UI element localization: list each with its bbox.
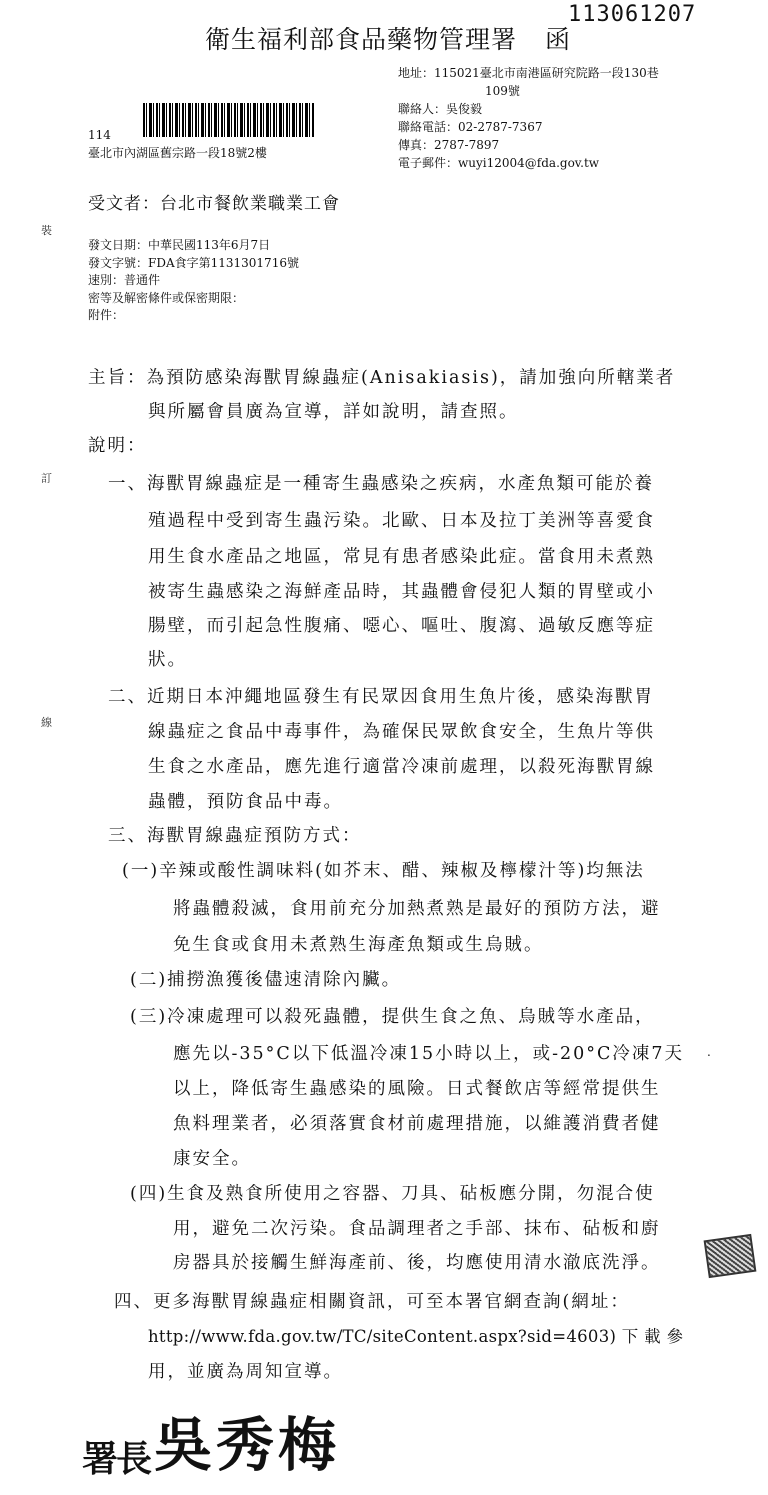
signature-name: 吳秀梅 [154, 1411, 341, 1479]
item-1-line-3: 免生食或食用未煮熟生海產魚類或生烏賊。 [173, 935, 544, 955]
secrecy-level: 密等及解密條件或保密期限： [88, 290, 245, 305]
meta-block [88, 237, 299, 325]
para-1-line-2: 殖過程中受到寄生蟲污染。北歐、日本及拉丁美洲等喜愛食 [148, 511, 655, 531]
contact-email: 電子郵件：wuyi12004@fda.gov.tw [398, 156, 600, 170]
item-4-line-2: 用，避免二次污染。食品調理者之手部、抹布、砧板和廚 [173, 1219, 661, 1239]
signature-title: 署長 [82, 1438, 151, 1480]
document-type: 函 [545, 25, 572, 54]
item-4-line-1: (四)生食及熟食所使用之容器、刀具、砧板應分開，勿混合使 [130, 1184, 655, 1204]
postal-code: 114 [88, 128, 111, 142]
binding-mark-bottom: 線 [41, 716, 52, 729]
contact-phone: 聯絡電話：02-2787-7367 [398, 120, 543, 134]
signature-block [82, 1398, 341, 1480]
binding-mark-middle: 訂 [41, 472, 52, 485]
para-4-line-1: 四、更多海獸胃線蟲症相關資訊，可至本署官網查詢(網址： [114, 1292, 630, 1312]
barcode [143, 103, 314, 137]
subject-line-1: 主旨：為預防感染海獸胃線蟲症(Anisakiasis)，請加強向所轄業者 [88, 368, 676, 388]
binding-mark-top: 裝 [41, 224, 52, 237]
issue-number: 發文字號：FDA食字第1131301716號 [88, 255, 299, 270]
item-3-line-3: 以上，降低寄生蟲感染的風險。日式餐飲店等經常提供生 [173, 1079, 661, 1099]
item-3-line-1: (三)冷凍處理可以殺死蟲體，提供生食之魚、烏賊等水產品， [130, 1007, 655, 1027]
agency-title [205, 20, 571, 56]
para-4-url-line: http://www.fda.gov.tw/TC/siteContent.aspx?sid=4603) 下 載 參 [148, 1327, 684, 1346]
delivery-speed: 速別：普通件 [88, 273, 161, 287]
subject-line-2: 與所屬會員廣為宣導，詳如說明，請查照。 [148, 402, 519, 422]
agency-name: 衛生福利部食品藥物管理署 [205, 25, 518, 54]
item-2: (二)捕撈漁獲後儘速清除內臟。 [130, 970, 402, 990]
para-1-line-5: 腸壁，而引起急性腹痛、噁心、嘔吐、腹瀉、過敏反應等症 [148, 616, 655, 636]
item-1-line-2: 將蟲體殺滅，食用前充分加熱煮熟是最好的預防方法，避 [173, 899, 661, 919]
recipient-address: 臺北市內湖區舊宗路一段18號2樓 [88, 146, 267, 160]
item-3-line-4: 魚料理業者，必須落實食材前處理措施，以維護消費者健 [173, 1114, 661, 1134]
item-4-line-3: 房器具於接觸生鮮海產前、後，均應使用清水澈底洗淨。 [173, 1253, 661, 1273]
para-1-line-3: 用生食水產品之地區，常見有患者感染此症。當食用未煮熟 [148, 547, 655, 567]
contact-fax: 傳真：2787-7897 [398, 138, 500, 152]
document-number: 113061207 [568, 2, 697, 27]
explanation-heading: 說明： [88, 436, 147, 456]
para-3-heading: 三、海獸胃線蟲症預防方式： [108, 826, 362, 846]
para-2-line-3: 生食之水產品，應先進行適當冷凍前處理，以殺死海獸胃線 [148, 757, 655, 777]
para-4-line-3: 用，並廣為周知宣導。 [148, 1362, 343, 1382]
para-2-line-2: 線蟲症之食品中毒事件，為確保民眾飲食安全，生魚片等供 [148, 722, 655, 742]
contact-address-cont: 109號 [485, 84, 520, 98]
para-1-line-6: 狀。 [148, 650, 187, 670]
para-2-line-4: 蟲體，預防食品中毒。 [148, 792, 343, 812]
para-2-line-1: 二、近期日本沖繩地區發生有民眾因食用生魚片後，感染海獸胃 [108, 687, 654, 707]
contact-block [398, 64, 659, 172]
contact-address: 地址：115021臺北市南港區研究院路一段130巷 [398, 66, 659, 80]
item-3-line-2: 應先以-35°C以下低溫冷凍15小時以上，或-20°C冷凍7天 [173, 1044, 685, 1064]
issue-date: 發文日期：中華民國113年6月7日 [88, 238, 271, 252]
tick-mark: . [707, 1045, 711, 1059]
attachment: 附件： [88, 308, 125, 322]
para-1-line-1: 一、海獸胃線蟲症是一種寄生蟲感染之疾病，水產魚類可能於養 [108, 474, 654, 494]
item-1-line-1: (一)辛辣或酸性調味料(如芥末、醋、辣椒及檸檬汁等)均無法 [122, 861, 645, 881]
para-1-line-4: 被寄生蟲感染之海鮮產品時，其蟲體會侵犯人類的胃壁或小 [148, 582, 655, 602]
recipient-line: 受文者：台北市餐飲業職業工會 [88, 194, 340, 214]
contact-person: 聯絡人：吳俊毅 [398, 102, 483, 116]
item-3-line-5: 康安全。 [173, 1149, 251, 1169]
seal-stamp [704, 1234, 757, 1278]
